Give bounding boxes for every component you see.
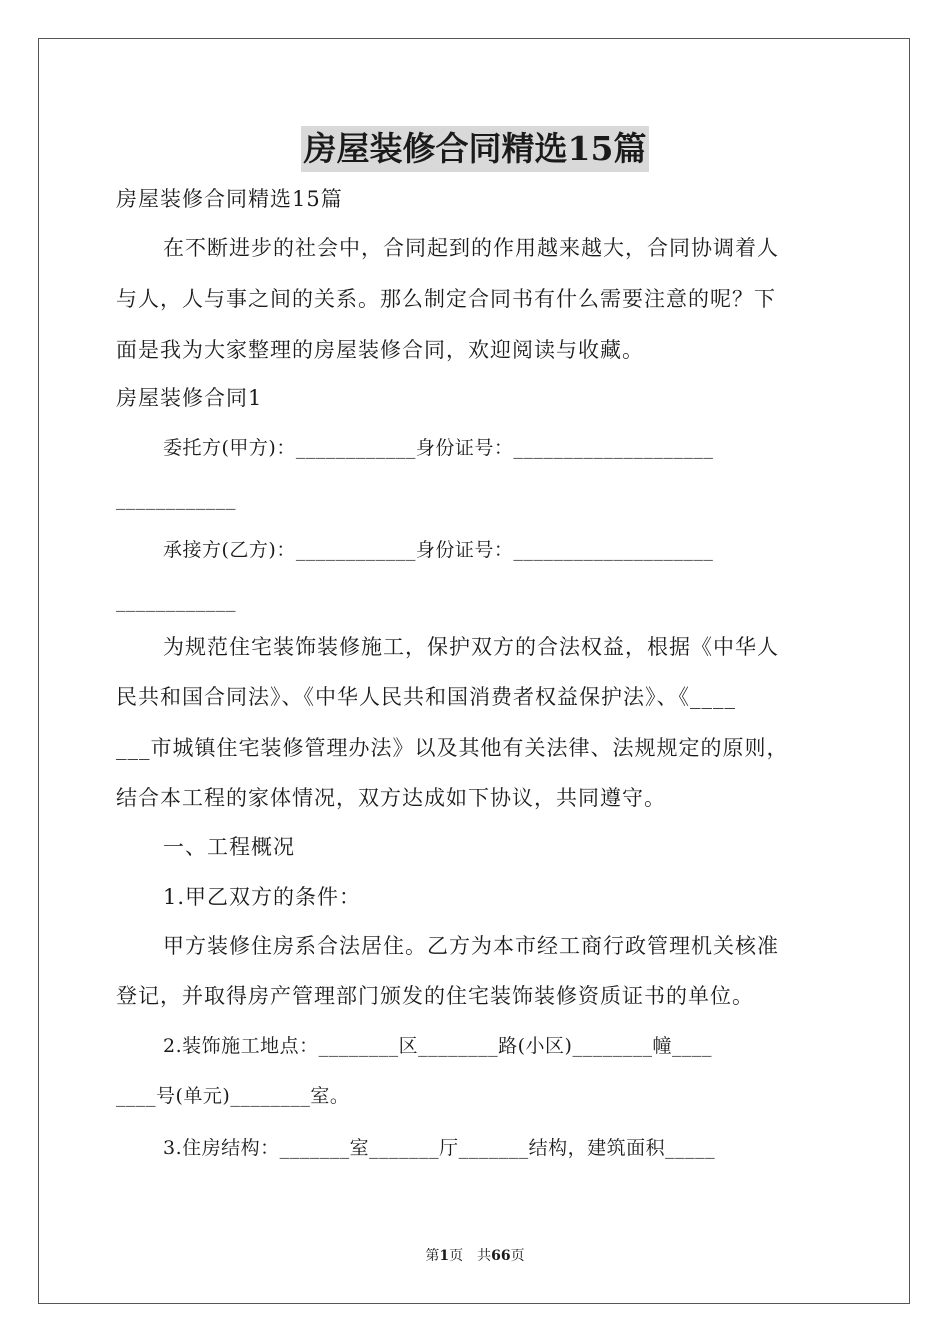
party-a-line-2: ____________ (116, 488, 236, 510)
footer-page-label-post: 页 (510, 1248, 525, 1264)
item-3: 3.住房结构：_______室_______厅_______结构，建筑面积_____ (163, 1137, 716, 1159)
intro-line-2: 与人，人与事之间的关系。那么制定合同书有什么需要注意的呢？下 (116, 287, 776, 311)
footer-page-label-mid: 页 共 (449, 1248, 492, 1264)
preamble-line-1: 为规范住宅装饰装修施工，保护双方的合法权益，根据《中华人 (163, 635, 779, 659)
section-1-heading: 一、工程概况 (163, 835, 295, 859)
document-title-wrapper (0, 126, 950, 172)
item-1-body-line-2: 登记，并取得房产管理部门颁发的住宅装饰装修资质证书的单位。 (116, 984, 754, 1008)
party-b-line-2: ____________ (116, 590, 236, 612)
preamble-line-3: ___市城镇住宅装修管理办法》以及其他有关法律、法规规定的原则， (116, 736, 789, 760)
intro-line-3: 面是我为大家整理的房屋装修合同，欢迎阅读与收藏。 (116, 338, 644, 362)
page-border (38, 38, 910, 1304)
intro-line-1: 在不断进步的社会中，合同起到的作用越来越大，合同协调着人 (163, 236, 779, 260)
page-footer (0, 1245, 950, 1265)
item-2-line-1: 2.装饰施工地点：________区________路(小区)________幢____ (163, 1035, 712, 1057)
footer-page-number: 1 (439, 1248, 450, 1264)
party-b-line-1: 承接方(乙方)：____________身份证号：____________________ (163, 539, 714, 561)
item-1: 1.甲乙双方的条件： (163, 885, 362, 909)
footer-total-pages: 66 (491, 1248, 511, 1264)
preamble-line-4: 结合本工程的家体情况，双方达成如下协议，共同遵守。 (116, 786, 666, 810)
party-a-line-1: 委托方(甲方)：____________身份证号：____________________ (163, 437, 714, 459)
contract-heading: 房屋装修合同1 (116, 386, 263, 410)
preamble-line-2: 民共和国合同法》、《中华人民共和国消费者权益保护法》、《____ (116, 685, 736, 709)
document-subtitle: 房屋装修合同精选15篇 (116, 187, 343, 211)
item-2-line-2: ____号(单元)________室。 (116, 1085, 350, 1107)
item-1-body-line-1: 甲方装修住房系合法居住。乙方为本市经工商行政管理机关核准 (163, 934, 779, 958)
footer-page-label-pre: 第 (425, 1248, 440, 1264)
document-title: 房屋装修合同精选15篇 (301, 126, 650, 172)
